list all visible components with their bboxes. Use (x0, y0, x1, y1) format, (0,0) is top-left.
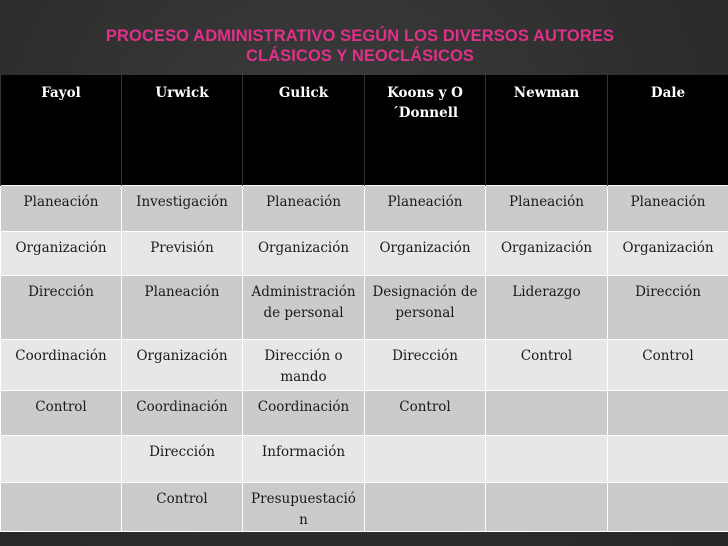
header-koons-odonnell: Koons y O´Donnell (365, 75, 486, 186)
table-cell: Organización (365, 232, 486, 276)
table-cell: Control (486, 340, 608, 391)
table-cell: Planeación (122, 276, 243, 340)
authors-comparison-table (0, 75, 728, 532)
title-line-1: PROCESO ADMINISTRATIVO SEGÚN LOS DIVERSOS AUTORES (105, 27, 615, 45)
table-cell (608, 391, 728, 436)
table-row (1, 276, 728, 340)
table-cell: Organización (122, 340, 243, 391)
table-row (1, 436, 728, 483)
table-cell: Liderazgo (486, 276, 608, 340)
table-cell: Designación de personal (365, 276, 486, 340)
table-row (1, 483, 728, 532)
table-cell (486, 391, 608, 436)
table-cell (1, 436, 122, 483)
table-cell: Planeación (1, 186, 122, 232)
table-cell: Dirección o mando (243, 340, 365, 391)
header-newman: Newman (486, 75, 608, 186)
table-cell: Investigación (122, 186, 243, 232)
table-header-row (1, 75, 728, 186)
table-cell: Coordinación (1, 340, 122, 391)
table-cell (486, 483, 608, 532)
table-cell (608, 483, 728, 532)
slide-title (60, 26, 660, 66)
table-cell: Previsión (122, 232, 243, 276)
table-cell: Dirección (365, 340, 486, 391)
table-cell: Organización (486, 232, 608, 276)
table-cell (1, 483, 122, 532)
table-cell: Control (365, 391, 486, 436)
header-gulick: Gulick (243, 75, 365, 186)
title-line-2: CLÁSICOS Y NEOCLÁSICOS (245, 47, 475, 65)
table-cell: Coordinación (243, 391, 365, 436)
table-cell: Planeación (486, 186, 608, 232)
table-cell (365, 436, 486, 483)
table-cell: Dirección (122, 436, 243, 483)
table-cell: Dirección (608, 276, 728, 340)
table-cell (608, 436, 728, 483)
table-cell (486, 436, 608, 483)
table-row (1, 391, 728, 436)
table-cell: Planeación (608, 186, 728, 232)
table-row (1, 232, 728, 276)
table-cell: Planeación (365, 186, 486, 232)
table-cell: Organización (243, 232, 365, 276)
table-cell: Dirección (1, 276, 122, 340)
table-cell: Control (122, 483, 243, 532)
table-cell: Presupuestación (243, 483, 365, 532)
table-cell (365, 483, 486, 532)
table-cell: Administración de personal (243, 276, 365, 340)
table-cell: Coordinación (122, 391, 243, 436)
table-cell: Control (1, 391, 122, 436)
table-cell: Planeación (243, 186, 365, 232)
header-fayol: Fayol (1, 75, 122, 186)
table-cell: Organización (1, 232, 122, 276)
header-urwick: Urwick (122, 75, 243, 186)
table-cell: Control (608, 340, 728, 391)
table-cell: Información (243, 436, 365, 483)
table-cell: Organización (608, 232, 728, 276)
table-row (1, 186, 728, 232)
header-dale: Dale (608, 75, 728, 186)
table-row (1, 340, 728, 391)
